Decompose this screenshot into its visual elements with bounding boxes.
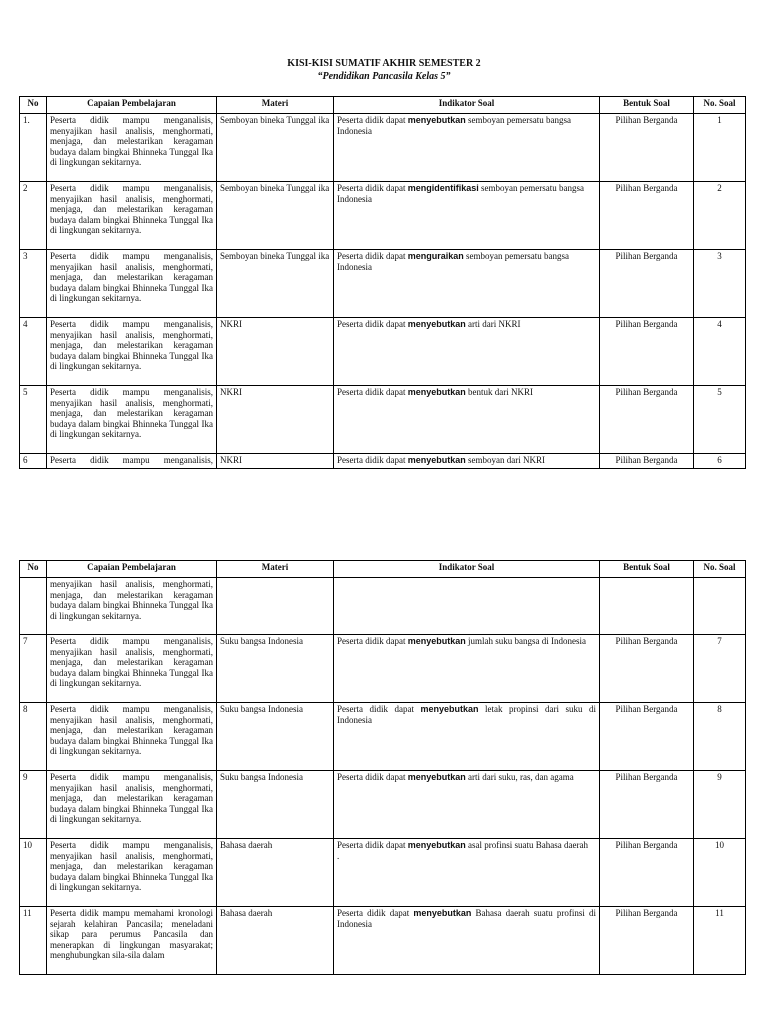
header-no-soal: No. Soal: [694, 97, 746, 114]
cell-bentuk-soal: Pilihan Berganda: [600, 907, 694, 975]
cell-indikator: Peserta didik dapat menyebutkan Bahasa daerah suatu profinsi di Indonesia: [334, 907, 600, 975]
cell-materi: Suku bangsa Indonesia: [217, 635, 334, 703]
cell-no: 7: [20, 635, 47, 703]
table-row: [20, 907, 746, 975]
cell-bentuk-soal: Pilihan Berganda: [600, 703, 694, 771]
cell-indikator: [334, 578, 600, 635]
cell-capaian: Peserta didik mampu menganalisis, menyajikan hasil analisis, menghormati, menjaga, dan melestarikan keragaman budaya dalam bingkai Bhinneka Tunggal Ika di lingkungan sekitarnya.: [47, 386, 217, 454]
cell-no: 10: [20, 839, 47, 907]
cell-no: [20, 578, 47, 635]
cell-capaian: Peserta didik mampu menganalisis, menyajikan hasil analisis, menghormati, menjaga, dan melestarikan keragaman budaya dalam bingkai Bhinneka Tunggal Ika di lingkungan sekitarnya.: [47, 635, 217, 703]
cell-materi: Bahasa daerah: [217, 839, 334, 907]
cell-materi: Semboyan bineka Tunggal ika: [217, 114, 334, 182]
cell-indikator: Peserta didik dapat menyebutkan arti dari suku, ras, dan agama: [334, 771, 600, 839]
cell-no: 6: [20, 454, 47, 469]
cell-no-soal: 2: [694, 182, 746, 250]
table-row: [20, 454, 746, 469]
table-row: [20, 250, 746, 318]
document-header: [0, 57, 768, 83]
document-subtitle: “Pendidikan Pancasila Kelas 5”: [317, 71, 451, 82]
header-no-soal: No. Soal: [694, 561, 746, 578]
cell-indikator: Peserta didik dapat menyebutkan semboyan pemersatu bangsa Indonesia: [334, 114, 600, 182]
cell-materi: NKRI: [217, 318, 334, 386]
cell-capaian: Peserta didik mampu menganalisis, menyajikan hasil analisis, menghormati, menjaga, dan melestarikan keragaman budaya dalam bingkai Bhinneka Tunggal Ika di lingkungan sekitarnya.: [47, 114, 217, 182]
cell-capaian: menyajikan hasil analisis, menghormati, menjaga, dan melestarikan keragaman budaya dalam bingkai Bhinneka Tunggal Ika di lingkungan sekitarnya.: [47, 578, 217, 635]
cell-materi: Semboyan bineka Tunggal ika: [217, 250, 334, 318]
cell-no: 9: [20, 771, 47, 839]
table-header-row: [20, 561, 746, 578]
cell-no-soal: 4: [694, 318, 746, 386]
table-row: [20, 771, 746, 839]
cell-no-soal: 11: [694, 907, 746, 975]
cell-capaian: Peserta didik mampu menganalisis, menyajikan hasil analisis, menghormati, menjaga, dan melestarikan keragaman budaya dalam bingkai Bhinneka Tunggal Ika di lingkungan sekitarnya.: [47, 318, 217, 386]
table-header-row: [20, 97, 746, 114]
cell-no: 8: [20, 703, 47, 771]
cell-bentuk-soal: Pilihan Berganda: [600, 250, 694, 318]
cell-capaian: Peserta didik mampu menganalisis, menyajikan hasil analisis, menghormati, menjaga, dan melestarikan keragaman budaya dalam bingkai Bhinneka Tunggal Ika di lingkungan sekitarnya.: [47, 771, 217, 839]
cell-no-soal: 6: [694, 454, 746, 469]
document-title: KISI-KISI SUMATIF AKHIR SEMESTER 2: [287, 58, 481, 69]
table-row: [20, 114, 746, 182]
cell-no: 4: [20, 318, 47, 386]
cell-capaian: Peserta didik mampu menganalisis, menyajikan hasil analisis, menghormati, menjaga, dan melestarikan keragaman budaya dalam bingkai Bhinneka Tunggal Ika di lingkungan sekitarnya.: [47, 839, 217, 907]
table-row: [20, 318, 746, 386]
cell-indikator: Peserta didik dapat menyebutkan asal profinsi suatu Bahasa daerah .: [334, 839, 600, 907]
cell-no: 5: [20, 386, 47, 454]
table-row: [20, 386, 746, 454]
cell-no: 11: [20, 907, 47, 975]
cell-bentuk-soal: Pilihan Berganda: [600, 454, 694, 469]
cell-capaian: Peserta didik mampu menganalisis, menyajikan hasil analisis, menghormati, menjaga, dan melestarikan keragaman budaya dalam bingkai Bhinneka Tunggal Ika di lingkungan sekitarnya.: [47, 250, 217, 318]
header-capaian: Capaian Pembelajaran: [47, 97, 217, 114]
cell-no: 1.: [20, 114, 47, 182]
header-capaian: Capaian Pembelajaran: [47, 561, 217, 578]
cell-no-soal: 10: [694, 839, 746, 907]
table-row: [20, 703, 746, 771]
cell-bentuk-soal: Pilihan Berganda: [600, 386, 694, 454]
cell-materi: NKRI: [217, 454, 334, 469]
cell-no-soal: 1: [694, 114, 746, 182]
cell-bentuk-soal: [600, 578, 694, 635]
cell-materi: Semboyan bineka Tunggal ika: [217, 182, 334, 250]
table-row: [20, 635, 746, 703]
cell-no: 3: [20, 250, 47, 318]
cell-bentuk-soal: Pilihan Berganda: [600, 114, 694, 182]
table-row: [20, 182, 746, 250]
cell-indikator: Peserta didik dapat menguraikan semboyan pemersatu bangsa Indonesia: [334, 250, 600, 318]
cell-capaian: Peserta didik mampu menganalisis,: [47, 454, 217, 469]
cell-materi: Suku bangsa Indonesia: [217, 703, 334, 771]
header-bentuk: Bentuk Soal: [600, 97, 694, 114]
cell-materi: [217, 578, 334, 635]
kisi-table-page-2: [19, 560, 746, 975]
cell-materi: Suku bangsa Indonesia: [217, 771, 334, 839]
cell-no: 2: [20, 182, 47, 250]
kisi-table-page-1: [19, 96, 746, 469]
header-indikator: Indikator Soal: [334, 561, 600, 578]
cell-bentuk-soal: Pilihan Berganda: [600, 182, 694, 250]
cell-no-soal: 5: [694, 386, 746, 454]
cell-indikator: Peserta didik dapat mengidentifikasi semboyan pemersatu bangsa Indonesia: [334, 182, 600, 250]
header-no: No: [20, 561, 47, 578]
cell-materi: NKRI: [217, 386, 334, 454]
cell-indikator: Peserta didik dapat menyebutkan semboyan dari NKRI: [334, 454, 600, 469]
header-materi: Materi: [217, 97, 334, 114]
cell-indikator: Peserta didik dapat menyebutkan jumlah suku bangsa di Indonesia: [334, 635, 600, 703]
cell-materi: Bahasa daerah: [217, 907, 334, 975]
cell-indikator: Peserta didik dapat menyebutkan letak propinsi dari suku di Indonesia: [334, 703, 600, 771]
cell-indikator: Peserta didik dapat menyebutkan arti dari NKRI: [334, 318, 600, 386]
cell-no-soal: 7: [694, 635, 746, 703]
header-bentuk: Bentuk Soal: [600, 561, 694, 578]
header-materi: Materi: [217, 561, 334, 578]
cell-capaian: Peserta didik mampu menganalisis, menyajikan hasil analisis, menghormati, menjaga, dan melestarikan keragaman budaya dalam bingkai Bhinneka Tunggal Ika di lingkungan sekitarnya.: [47, 182, 217, 250]
header-no: No: [20, 97, 47, 114]
header-indikator: Indikator Soal: [334, 97, 600, 114]
cell-bentuk-soal: Pilihan Berganda: [600, 839, 694, 907]
cell-indikator: Peserta didik dapat menyebutkan bentuk dari NKRI: [334, 386, 600, 454]
cell-capaian: Peserta didik mampu menganalisis, menyajikan hasil analisis, menghormati, menjaga, dan melestarikan keragaman budaya dalam bingkai Bhinneka Tunggal Ika di lingkungan sekitarnya.: [47, 703, 217, 771]
cell-no-soal: [694, 578, 746, 635]
cell-capaian: Peserta didik mampu memahami kronologi sejarah kelahiran Pancasila; meneladani sikap para perumus Pancasila dan menerapkan di lingkungan masyarakat; menghubungkan sila-sila dalam: [47, 907, 217, 975]
table-row: [20, 839, 746, 907]
cell-bentuk-soal: Pilihan Berganda: [600, 318, 694, 386]
cell-no-soal: 8: [694, 703, 746, 771]
cell-no-soal: 9: [694, 771, 746, 839]
table-row-continuation: [20, 578, 746, 635]
cell-bentuk-soal: Pilihan Berganda: [600, 635, 694, 703]
cell-bentuk-soal: Pilihan Berganda: [600, 771, 694, 839]
cell-no-soal: 3: [694, 250, 746, 318]
